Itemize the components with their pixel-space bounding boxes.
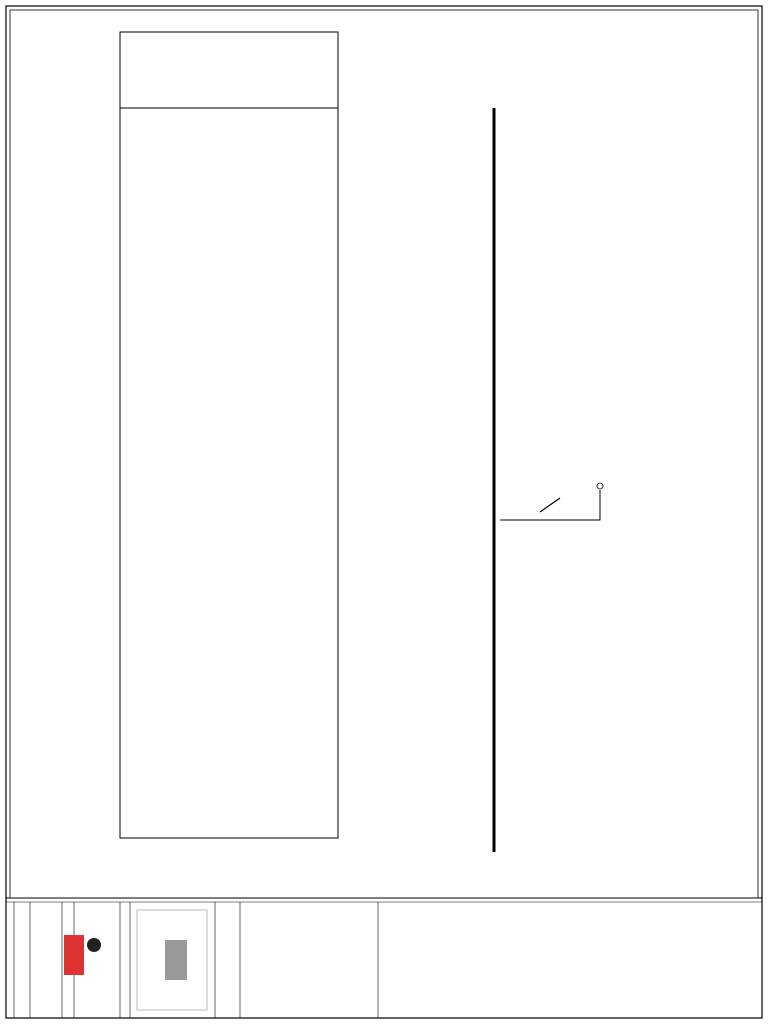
- key-plan-highlight: [165, 940, 187, 980]
- load-schedule-table: [120, 32, 338, 838]
- company-logo: [64, 935, 84, 975]
- incoming-feed: [500, 483, 603, 520]
- title-block: [6, 898, 762, 1018]
- outer-border: [6, 6, 762, 1018]
- client-logo: [87, 938, 101, 952]
- drawing-border: [10, 10, 758, 898]
